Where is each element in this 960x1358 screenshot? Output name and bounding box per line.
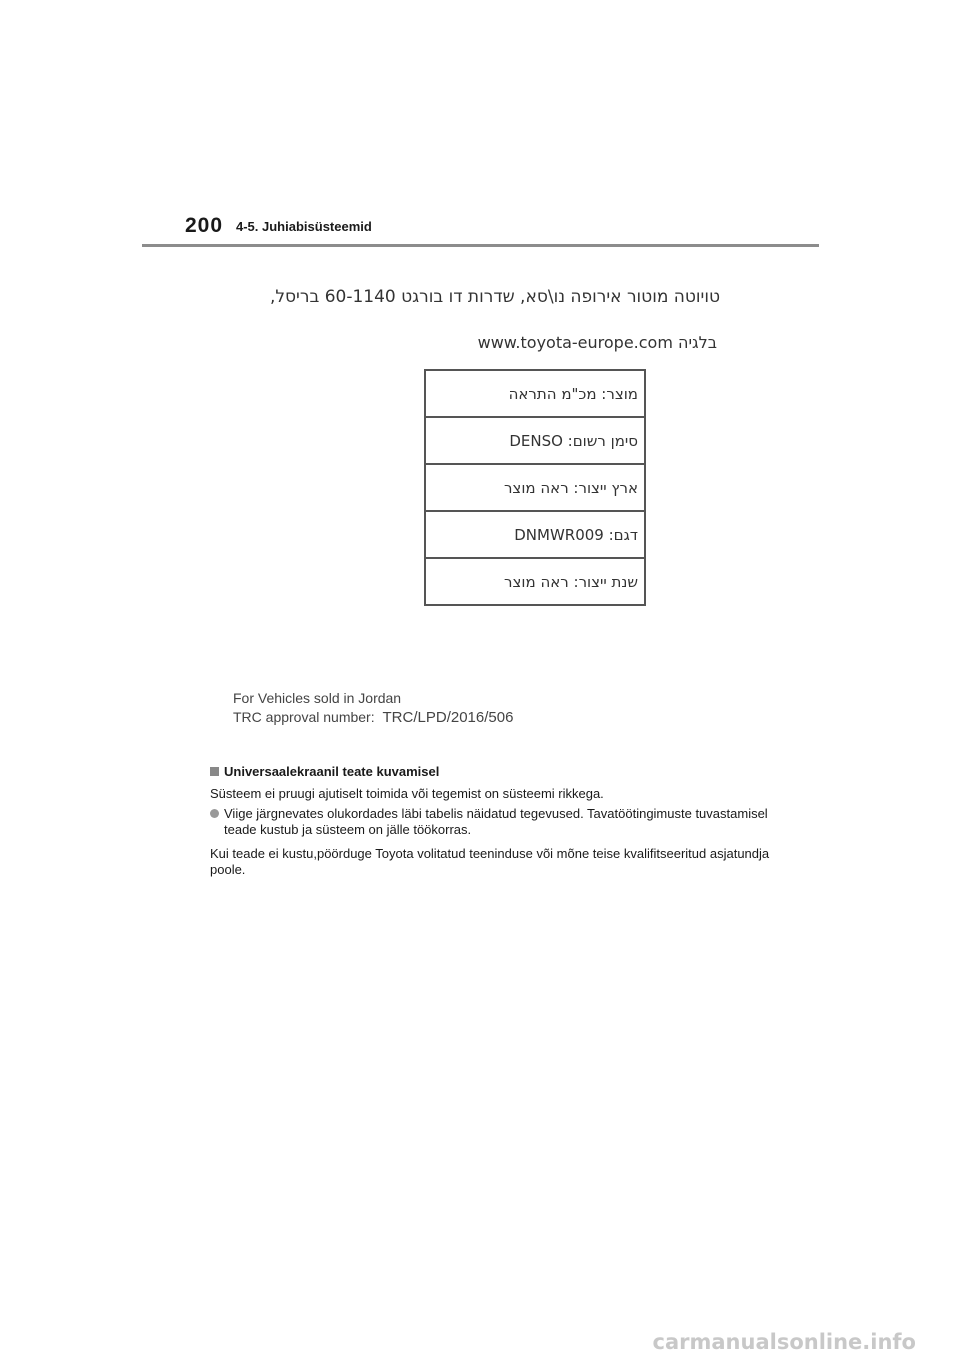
circle-bullet-icon [210, 809, 219, 818]
trc-approval-line [233, 708, 513, 727]
watermark: carmanualsonline.info [652, 1330, 916, 1354]
hebrew-website-line: בלגיה www.toyota-europe.com [477, 333, 717, 352]
bullet-item [210, 806, 770, 838]
bullet-text: Viige järgnevates olukordades läbi tabelis näidatud tegevused. Tavatöötingimuste tuvastamisel teade kustub ja süsteem on jälle töökorras. [224, 806, 768, 837]
label-row: דגם: DNMWR009 [426, 512, 644, 559]
section-title: 4-5. Juhiabisüsteemid [236, 219, 372, 234]
jordan-approval [233, 689, 513, 727]
header-rule [142, 244, 819, 247]
label-row: מוצר: מכ"מ התראה [426, 371, 644, 418]
trc-approval-label: TRC approval number: [233, 709, 375, 725]
subheading [210, 764, 439, 779]
page-number: 200 [185, 214, 224, 237]
trc-approval-number: TRC/LPD/2016/506 [382, 709, 514, 726]
label-row: סימן רשום: DENSO [426, 418, 644, 465]
label-row: שנת ייצור: ראה מוצר [504, 572, 638, 591]
paragraph: Süsteem ei pruugi ajutiselt toimida või tegemist on süsteemi rikkega. [210, 786, 604, 801]
square-bullet-icon [210, 767, 219, 776]
jordan-line: For Vehicles sold in Jordan [233, 690, 402, 706]
hebrew-address-line: טויוטה מוטור אירופה נו\סא, שדרות דו בורגט 60-1140 בריסל, [269, 287, 720, 307]
label-row: ארץ ייצור: ראה מוצר [426, 465, 644, 512]
subheading-text: Universaalekraanil teate kuvamisel [224, 764, 440, 779]
paragraph: Kui teade ei kustu,pöörduge Toyota volitatud teeninduse või mõne teise kvalifitseeritud asjatundja poole. [210, 846, 770, 877]
product-label-table [424, 369, 646, 606]
